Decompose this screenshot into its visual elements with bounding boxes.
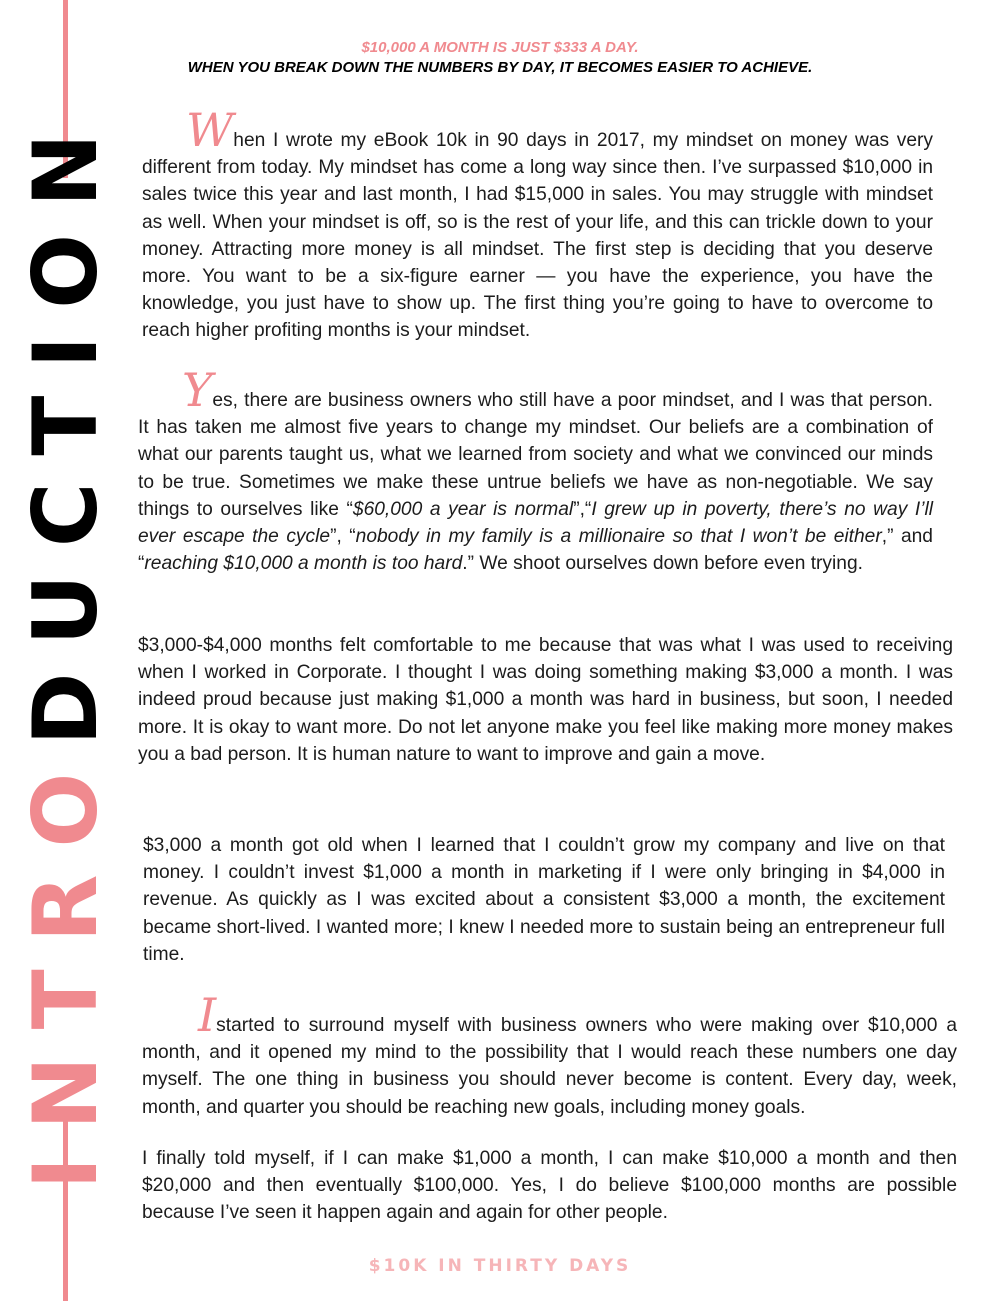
dropcap-i: I <box>198 988 217 1042</box>
paragraph-3: $3,000-$4,000 months felt comfortable to me because that was what I was used to receiving when I worked in Corporate. I thought I was doing something making $3,000 a month. I was indeed proud because just making $1,000 a month was hard in business, but soon, I needed more. It is okay to want more. Do not let anyone make you feel like making more money makes you a bad person. It is human nature to want to improve and gain a move. <box>138 635 953 765</box>
header-subtitle: WHEN YOU BREAK DOWN THE NUMBERS BY DAY, IT BECOMES EASIER TO ACHIEVE. <box>187 59 813 76</box>
paragraph-1 <box>142 103 933 345</box>
side-title-intro: INTRO <box>14 745 117 1190</box>
paragraph-2-text-a: es, there are business owners who still have a poor mindset, and I was that person. It has taken me almost five years to change my mindset. Our beliefs are a combination of what our parents taught us, what we learned from society and what we convinced our minds to be true. Sometimes we make these untrue beliefs we have as non-negotiable. We say things to ourselves like “ <box>138 390 933 520</box>
paragraph-2 <box>138 363 934 577</box>
side-title-introduction <box>14 106 117 1190</box>
paragraph-5-text: started to surround myself with business owners who were making over $10,000 a month, and it opened my mind to the possibility that I would reach these numbers one day myself. The one thing in business you should never become is content. Every day, week, month, and quarter you should be reaching new goals, including money goals. <box>142 1015 957 1118</box>
quote-4: reaching $10,000 a month is too hard <box>144 553 463 575</box>
page-footer: $10K IN THIRTY DAYS <box>368 1256 632 1276</box>
paragraph-4: $3,000 a month got old when I learned that I couldn’t grow my company and live on that money. I couldn’t invest $1,000 a month in marketing if I were only bringing in $4,000 in revenue. As quickly as I was excited about a consistent $3,000 a month, the excitement became short-lived. I wanted more; I knew I needed more to sustain being an entrepreneur full time. <box>143 835 945 965</box>
paragraph-2-text-d: ,” and “ <box>138 526 933 575</box>
quote-3: nobody in my family is a millionaire so that I won’t be either <box>355 526 882 548</box>
paragraph-6: I finally told myself, if I can make $1,000 a month, I can make $10,000 a month and then $20,000 and then eventually $100,000. Yes, I do believe $100,000 months are possible because I’ve seen it happen again and again for other people. <box>142 1148 957 1224</box>
quote-2: I grew up in poverty, there’s no way I’ll ever escape the cycle <box>138 498 934 548</box>
dropcap-w: W <box>186 103 234 157</box>
dropcap-y: Y <box>182 363 213 417</box>
quote-1: $60,000 a year is normal <box>352 498 574 520</box>
paragraph-2-text-e: .” We shoot ourselves down before even trying. <box>462 553 863 575</box>
page-header <box>140 38 860 78</box>
paragraph-2-text-b: ”,“ <box>573 498 592 520</box>
paragraph-5 <box>142 988 957 1121</box>
header-tagline: $10,000 A MONTH IS JUST $333 A DAY. <box>361 39 639 56</box>
paragraph-2-text-c: ”, “ <box>330 526 356 548</box>
paragraph-1-text: hen I wrote my eBook 10k in 90 days in 2017, my mindset on money was very different from today. My mindset has come a long way since then. I’ve surpassed $10,000 in sales twice this year and last month, I had $15,000 in sales. You may struggle with mindset as well. When your mindset is off, so is the rest of your life, and this can trickle down to your money. Attracting more money is all mindset. The first step is deciding that you deserve more. You want to be a six-figure earner — you have the experience, you have the knowledge, you just have to show up. The first thing you’re going to have to overcome to reach higher profiting months is your mindset. <box>142 130 933 342</box>
side-title-duction: DUCTION <box>14 106 117 746</box>
